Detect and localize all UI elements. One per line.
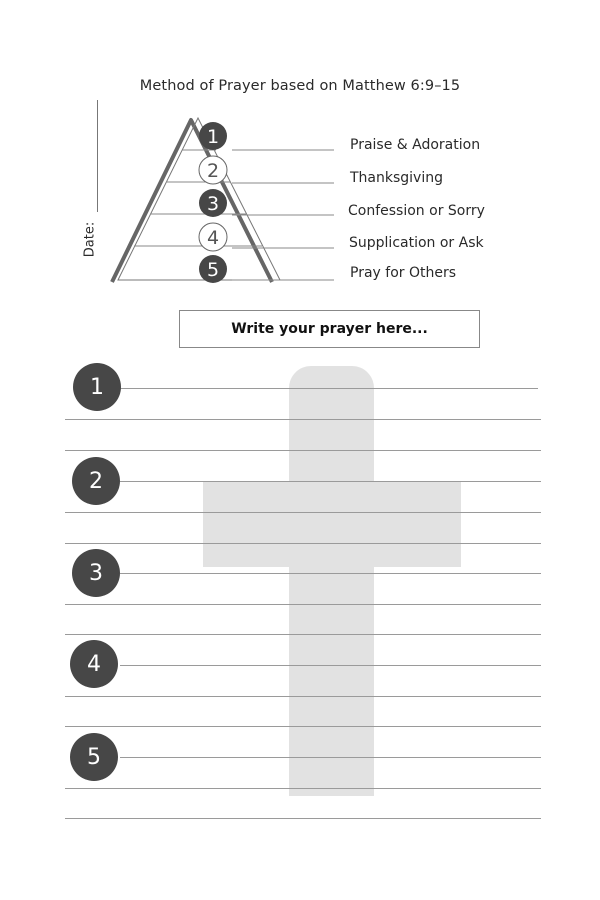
section-number-1: 1 [73, 363, 121, 411]
write-prayer-heading: Write your prayer here... [179, 310, 480, 348]
section-number-3: 3 [72, 549, 120, 597]
svg-text:2: 2 [206, 160, 220, 182]
step-badge-3 [199, 189, 227, 217]
pyramid-outline-thick [112, 120, 272, 282]
step-badge-4 [199, 223, 227, 251]
section-number-4: 4 [70, 640, 118, 688]
writing-line[interactable] [120, 573, 541, 574]
step-badge-2 [199, 156, 227, 184]
prayer-pyramid-diagram [0, 0, 600, 300]
writing-line[interactable] [65, 818, 541, 819]
writing-line[interactable] [65, 788, 541, 789]
step-badge-1 [199, 122, 227, 150]
writing-line[interactable] [65, 543, 541, 544]
svg-text:3: 3 [206, 193, 220, 215]
step-badge-5 [199, 255, 227, 283]
page-title: Method of Prayer based on Matthew 6:9–15 [139, 78, 461, 94]
step-label-pray-others: Pray for Others [350, 265, 457, 281]
svg-text:5: 5 [206, 259, 220, 281]
pyramid-outline-thin [118, 118, 280, 280]
writing-line[interactable] [65, 450, 541, 451]
writing-line[interactable] [120, 388, 538, 389]
step-label-thanksgiving: Thanksgiving [350, 170, 443, 186]
writing-line[interactable] [120, 665, 541, 666]
cross-watermark-horizontal [203, 481, 461, 567]
writing-line[interactable] [65, 726, 541, 727]
svg-text:1: 1 [206, 126, 220, 148]
step-label-confession: Confession or Sorry [348, 203, 485, 219]
writing-line[interactable] [65, 419, 541, 420]
section-number-2: 2 [72, 457, 120, 505]
svg-text:4: 4 [206, 227, 220, 249]
cross-watermark-vertical [289, 366, 374, 796]
section-number-5: 5 [70, 733, 118, 781]
writing-line[interactable] [65, 696, 541, 697]
writing-line[interactable] [120, 481, 541, 482]
step-label-praise: Praise & Adoration [350, 137, 481, 153]
date-label: Date: [82, 221, 98, 258]
writing-line[interactable] [65, 604, 541, 605]
writing-line[interactable] [65, 512, 541, 513]
step-label-supplication: Supplication or Ask [349, 235, 484, 251]
writing-line[interactable] [120, 757, 541, 758]
writing-line[interactable] [65, 634, 541, 635]
